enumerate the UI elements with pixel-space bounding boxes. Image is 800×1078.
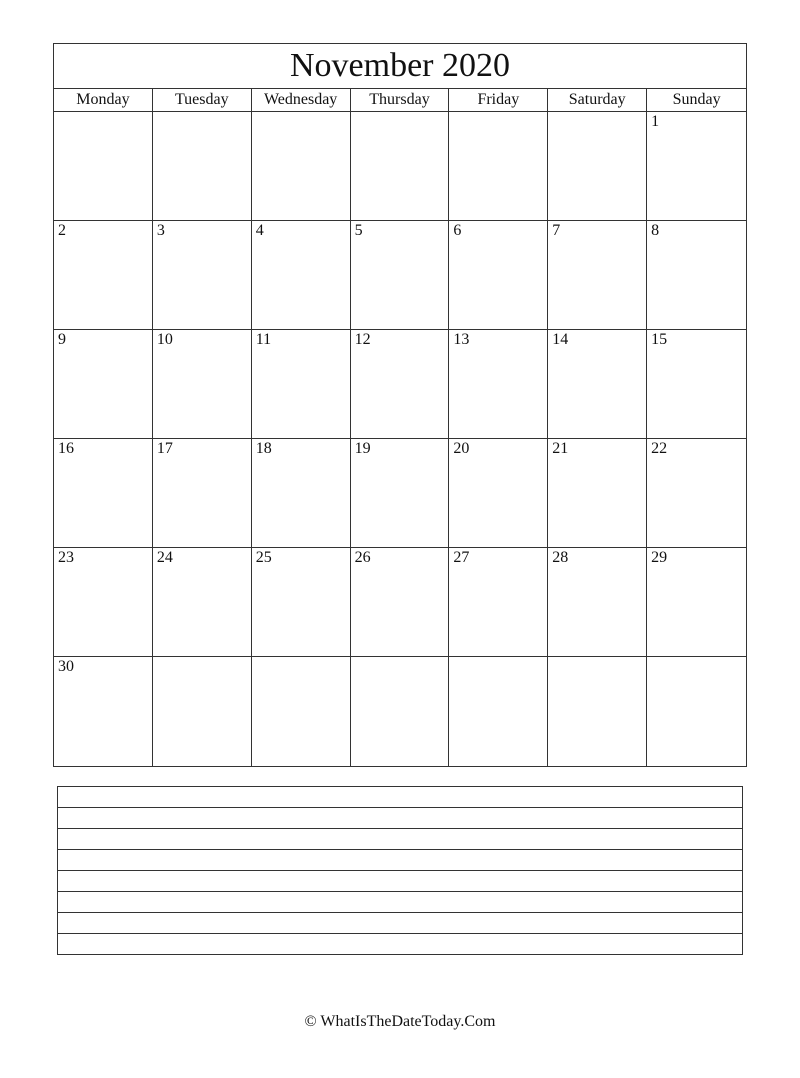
day-number: 23 — [58, 549, 74, 566]
day-cell-3 — [153, 221, 252, 330]
empty-day-cell — [449, 657, 548, 766]
note-line — [58, 808, 742, 829]
day-cell-22 — [647, 439, 746, 548]
day-number: 24 — [156, 549, 173, 566]
weekday-monday: Monday — [54, 89, 153, 111]
day-cell-27 — [449, 548, 548, 657]
day-cell-20 — [449, 439, 548, 548]
note-line — [58, 850, 742, 871]
note-line — [58, 787, 742, 808]
day-cell-16 — [54, 439, 153, 548]
day-cell-11 — [252, 330, 351, 439]
day-number: 26 — [354, 549, 371, 566]
note-line — [58, 871, 742, 892]
empty-day-cell — [54, 112, 153, 221]
day-cell-12 — [351, 330, 450, 439]
weekday-friday: Friday — [449, 89, 548, 111]
day-number: 16 — [58, 440, 74, 457]
day-number: 2 — [58, 222, 66, 239]
day-number: 19 — [354, 440, 371, 457]
day-number: 1 — [651, 113, 660, 130]
weekday-wednesday: Wednesday — [252, 89, 351, 111]
day-cell-19 — [351, 439, 450, 548]
day-number: 21 — [552, 440, 569, 457]
day-number: 30 — [58, 658, 74, 675]
weekday-sunday: Sunday — [672, 91, 721, 108]
day-number: 7 — [552, 222, 561, 239]
day-number: 12 — [354, 331, 371, 348]
day-cell-15 — [647, 330, 746, 439]
weekday-header-row — [54, 89, 746, 112]
day-number: 5 — [354, 222, 363, 239]
day-number: 4 — [255, 222, 264, 239]
day-number: 17 — [156, 440, 173, 457]
day-cell-2 — [54, 221, 153, 330]
day-cell-7 — [548, 221, 647, 330]
empty-day-cell — [252, 112, 351, 221]
day-number: 6 — [453, 222, 462, 239]
day-cell-25 — [252, 548, 351, 657]
note-line — [58, 892, 742, 913]
day-cell-6 — [449, 221, 548, 330]
day-number: 28 — [552, 549, 569, 566]
day-cell-5 — [351, 221, 450, 330]
weekday-tuesday: Tuesday — [153, 89, 252, 111]
day-number: 11 — [255, 331, 272, 348]
day-number: 14 — [552, 331, 569, 348]
day-cell-21 — [548, 439, 647, 548]
day-number: 8 — [651, 222, 660, 239]
day-number: 18 — [255, 440, 272, 457]
day-cell-13 — [449, 330, 548, 439]
day-cell-9 — [54, 330, 153, 439]
day-cell-24 — [153, 548, 252, 657]
day-cell-23 — [54, 548, 153, 657]
notes-area — [57, 786, 743, 955]
day-cell-17 — [153, 439, 252, 548]
empty-day-cell — [548, 657, 647, 766]
empty-day-cell — [351, 112, 450, 221]
day-cell-1 — [647, 112, 746, 221]
empty-day-cell — [153, 112, 252, 221]
note-line — [58, 934, 742, 954]
day-number: 3 — [156, 222, 165, 239]
day-number: 15 — [651, 331, 668, 348]
day-number: 9 — [58, 331, 66, 348]
copyright-footer: © WhatIsTheDateToday.Com — [304, 1013, 496, 1030]
empty-day-cell — [548, 112, 647, 221]
day-cell-29 — [647, 548, 746, 657]
day-cell-14 — [548, 330, 647, 439]
empty-day-cell — [153, 657, 252, 766]
empty-day-cell — [252, 657, 351, 766]
weekday-thursday: Thursday — [351, 89, 450, 111]
day-number: 13 — [453, 331, 470, 348]
day-cell-18 — [252, 439, 351, 548]
weekday-saturday: Saturday — [548, 89, 647, 111]
empty-day-cell — [449, 112, 548, 221]
day-cell-8 — [647, 221, 746, 330]
day-cell-28 — [548, 548, 647, 657]
day-cell-4 — [252, 221, 351, 330]
day-cell-10 — [153, 330, 252, 439]
calendar-grid — [54, 112, 746, 766]
day-number: 22 — [651, 440, 668, 457]
empty-day-cell — [647, 657, 746, 766]
day-cell-26 — [351, 548, 450, 657]
note-line — [58, 913, 742, 934]
day-number: 29 — [651, 549, 668, 566]
calendar — [53, 43, 747, 767]
day-number: 20 — [453, 440, 470, 457]
empty-day-cell — [351, 657, 450, 766]
day-number: 25 — [255, 549, 272, 566]
day-number: 27 — [453, 549, 470, 566]
note-line — [58, 829, 742, 850]
day-cell-30 — [54, 657, 153, 766]
day-number: 10 — [156, 331, 173, 348]
calendar-title: November 2020 — [54, 44, 746, 89]
